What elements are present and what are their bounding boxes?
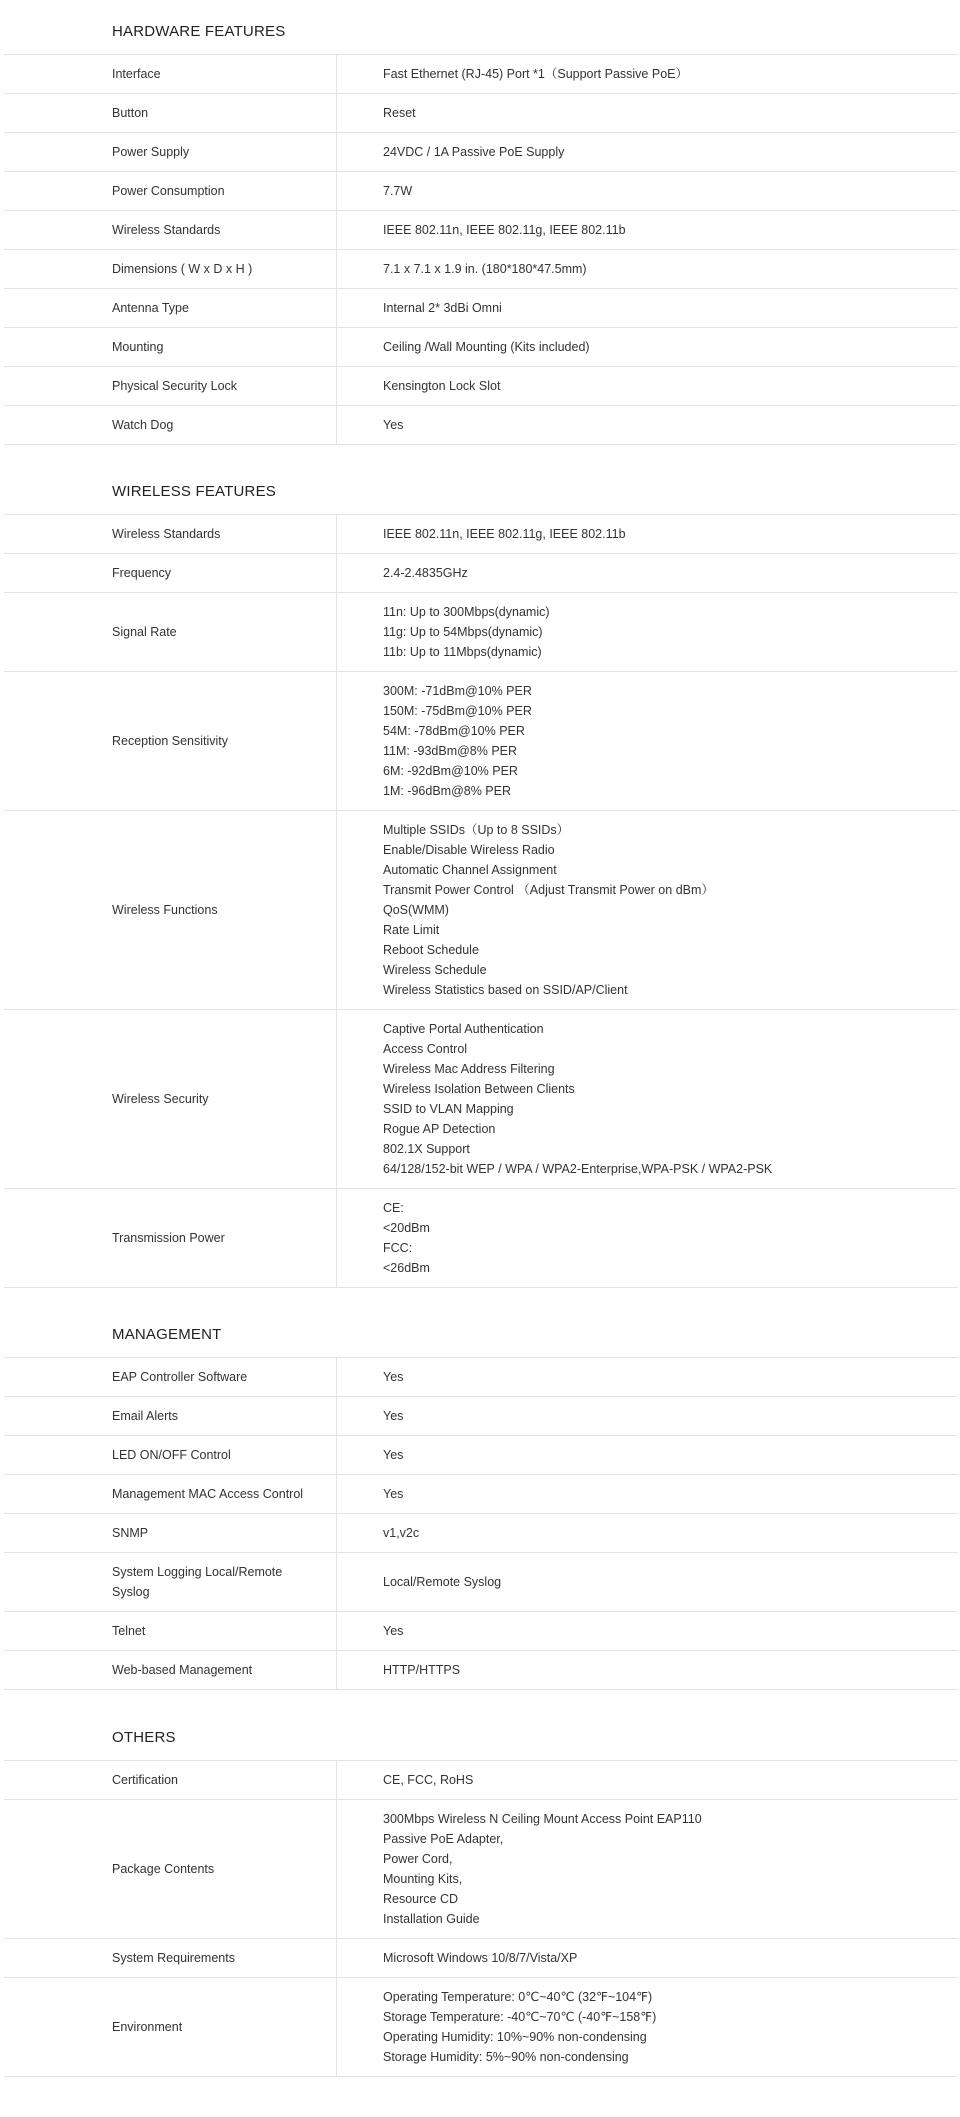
spec-value [337, 1436, 958, 1474]
spec-value-line: Passive PoE Adapter, [383, 1832, 504, 1846]
spec-table [4, 514, 958, 1288]
spec-value [337, 250, 958, 288]
spec-value-line: Transmit Power Control （Adjust Transmit Power on dBm） [383, 883, 714, 897]
spec-row [4, 1761, 958, 1800]
spec-label: Interface [4, 55, 337, 93]
spec-label: Reception Sensitivity [4, 672, 337, 810]
spec-label: System Requirements [4, 1939, 337, 1977]
spec-label: Transmission Power [4, 1189, 337, 1287]
spec-value-line: Rate Limit [383, 923, 440, 937]
spec-value-line: Access Control [383, 1042, 468, 1056]
spec-value [337, 1189, 958, 1287]
spec-value [337, 1553, 958, 1611]
spec-value-line: Wireless Schedule [383, 963, 487, 977]
spec-value [337, 94, 958, 132]
spec-value-line: Captive Portal Authentication [383, 1022, 544, 1036]
spec-value-line: 300Mbps Wireless N Ceiling Mount Access Point EAP110 [383, 1812, 702, 1826]
spec-label: Signal Rate [4, 593, 337, 671]
spec-value-line: 1M: -96dBm@8% PER [383, 784, 512, 798]
spec-label: Package Contents [4, 1800, 337, 1938]
spec-label: Power Supply [4, 133, 337, 171]
spec-label: Antenna Type [4, 289, 337, 327]
spec-label: Wireless Standards [4, 515, 337, 553]
spec-label: Telnet [4, 1612, 337, 1650]
spec-label: EAP Controller Software [4, 1358, 337, 1396]
spec-value-line: Automatic Channel Assignment [383, 863, 557, 877]
spec-row [4, 1436, 958, 1475]
spec-value-line: Kensington Lock Slot [383, 379, 501, 393]
spec-value-line: Mounting Kits, [383, 1872, 463, 1886]
spec-value-line: SSID to VLAN Mapping [383, 1102, 514, 1116]
spec-row [4, 1612, 958, 1651]
spec-label: Dimensions ( W x D x H ) [4, 250, 337, 288]
spec-value [337, 1939, 958, 1977]
spec-value [337, 1612, 958, 1650]
spec-value-line: 2.4-2.4835GHz [383, 566, 468, 580]
spec-value-line: Internal 2* 3dBi Omni [383, 301, 502, 315]
spec-value-line: Power Cord, [383, 1852, 453, 1866]
spec-label: Certification [4, 1761, 337, 1799]
spec-value-line: Yes [383, 1487, 404, 1501]
spec-row [4, 1978, 958, 2077]
spec-value-line: Resource CD [383, 1892, 459, 1906]
spec-label: LED ON/OFF Control [4, 1436, 337, 1474]
spec-value-line: <20dBm [383, 1221, 430, 1235]
spec-value-line: Yes [383, 1448, 404, 1462]
spec-value-line: Multiple SSIDs（Up to 8 SSIDs） [383, 823, 570, 837]
spec-value [337, 1651, 958, 1689]
spec-row [4, 1358, 958, 1397]
spec-value [337, 172, 958, 210]
spec-value-line: Rogue AP Detection [383, 1122, 496, 1136]
spec-value-line: 54M: -78dBm@10% PER [383, 724, 525, 738]
spec-value-line: Yes [383, 418, 404, 432]
spec-value [337, 1978, 958, 2076]
spec-row [4, 811, 958, 1010]
spec-value-line: Operating Humidity: 10%~90% non-condensing [383, 2030, 647, 2044]
spec-value-line: 11b: Up to 11Mbps(dynamic) [383, 645, 542, 659]
spec-label: Wireless Security [4, 1010, 337, 1188]
spec-label: Wireless Functions [4, 811, 337, 1009]
spec-value-line: Yes [383, 1409, 404, 1423]
spec-label: Frequency [4, 554, 337, 592]
spec-value-line: IEEE 802.11n, IEEE 802.11g, IEEE 802.11b [383, 223, 626, 237]
spec-label: System Logging Local/Remote Syslog [4, 1553, 337, 1611]
spec-row [4, 1189, 958, 1288]
spec-label: SNMP [4, 1514, 337, 1552]
spec-label: Power Consumption [4, 172, 337, 210]
spec-row [4, 133, 958, 172]
spec-row [4, 1800, 958, 1939]
spec-row [4, 328, 958, 367]
spec-value [337, 406, 958, 444]
section-title: WIRELESS FEATURES [112, 483, 276, 500]
spec-row [4, 172, 958, 211]
spec-value-line: Local/Remote Syslog [383, 1575, 502, 1589]
spec-value-line: FCC: [383, 1241, 413, 1255]
spec-value-line: Yes [383, 1624, 404, 1638]
spec-label: Email Alerts [4, 1397, 337, 1435]
spec-row [4, 406, 958, 445]
spec-value [337, 515, 958, 553]
spec-value-line: Fast Ethernet (RJ-45) Port *1（Support Passive PoE） [383, 67, 688, 81]
spec-value-line: 150M: -75dBm@10% PER [383, 704, 532, 718]
spec-value-line: <26dBm [383, 1261, 430, 1275]
section-title: HARDWARE FEATURES [112, 23, 286, 40]
spec-value [337, 211, 958, 249]
spec-value-line: Reboot Schedule [383, 943, 479, 957]
spec-value [337, 1514, 958, 1552]
spec-table [4, 1760, 958, 2077]
section-title: MANAGEMENT [112, 1326, 222, 1343]
spec-value-line: 11g: Up to 54Mbps(dynamic) [383, 625, 543, 639]
spec-value-line: Storage Humidity: 5%~90% non-condensing [383, 2050, 629, 2064]
spec-value-line: Ceiling /Wall Mounting (Kits included) [383, 340, 590, 354]
spec-value-line: 6M: -92dBm@10% PER [383, 764, 518, 778]
spec-label: Watch Dog [4, 406, 337, 444]
spec-value [337, 367, 958, 405]
spec-value-line: 24VDC / 1A Passive PoE Supply [383, 145, 565, 159]
spec-value [337, 811, 958, 1009]
spec-row [4, 515, 958, 554]
spec-value-line: Reset [383, 106, 416, 120]
spec-table [4, 54, 958, 445]
spec-row [4, 593, 958, 672]
spec-label: Physical Security Lock [4, 367, 337, 405]
spec-value-line: CE, FCC, RoHS [383, 1773, 474, 1787]
spec-value [337, 1397, 958, 1435]
spec-row [4, 1553, 958, 1612]
spec-value-line: HTTP/HTTPS [383, 1663, 461, 1677]
spec-row [4, 672, 958, 811]
spec-value-line: 11M: -93dBm@8% PER [383, 744, 518, 758]
section-title: OTHERS [112, 1729, 176, 1746]
spec-value [337, 328, 958, 366]
spec-label: Management MAC Access Control [4, 1475, 337, 1513]
spec-label: Mounting [4, 328, 337, 366]
spec-table [4, 1357, 958, 1690]
spec-row [4, 1010, 958, 1189]
spec-value [337, 55, 958, 93]
spec-row [4, 367, 958, 406]
spec-label: Web-based Management [4, 1651, 337, 1689]
spec-row [4, 1514, 958, 1553]
spec-value-line: 11n: Up to 300Mbps(dynamic) [383, 605, 550, 619]
spec-row [4, 55, 958, 94]
spec-value-line: 7.1 x 7.1 x 1.9 in. (180*180*47.5mm) [383, 262, 587, 276]
spec-value [337, 1475, 958, 1513]
spec-value-line: Installation Guide [383, 1912, 480, 1926]
spec-value-line: Yes [383, 1370, 404, 1384]
spec-value [337, 1761, 958, 1799]
spec-row [4, 289, 958, 328]
spec-value-line: CE: [383, 1201, 404, 1215]
spec-value-line: Wireless Mac Address Filtering [383, 1062, 555, 1076]
spec-value-line: 64/128/152-bit WEP / WPA / WPA2-Enterprise,WPA-PSK / WPA2-PSK [383, 1162, 773, 1176]
spec-value-line: Wireless Statistics based on SSID/AP/Client [383, 983, 628, 997]
spec-label: Button [4, 94, 337, 132]
spec-label: Wireless Standards [4, 211, 337, 249]
spec-row [4, 250, 958, 289]
spec-value [337, 593, 958, 671]
spec-value-line: 802.1X Support [383, 1142, 470, 1156]
spec-value [337, 1358, 958, 1396]
spec-value-line: Operating Temperature: 0℃~40℃ (32℉~104℉) [383, 1990, 653, 2004]
spec-row [4, 211, 958, 250]
spec-value [337, 133, 958, 171]
spec-value [337, 1800, 958, 1938]
spec-row [4, 1397, 958, 1436]
spec-value-line: Enable/Disable Wireless Radio [383, 843, 555, 857]
spec-label: Environment [4, 1978, 337, 2076]
spec-value [337, 672, 958, 810]
spec-value-line: Wireless Isolation Between Clients [383, 1082, 575, 1096]
spec-value-line: v1,v2c [383, 1526, 420, 1540]
spec-value [337, 289, 958, 327]
spec-value-line: 300M: -71dBm@10% PER [383, 684, 532, 698]
spec-value [337, 554, 958, 592]
spec-row [4, 94, 958, 133]
spec-value-line: QoS(WMM) [383, 903, 449, 917]
spec-row [4, 1475, 958, 1514]
spec-row [4, 1651, 958, 1690]
spec-value-line: Storage Temperature: -40℃~70℃ (-40℉~158℉) [383, 2010, 657, 2024]
spec-value-line: Microsoft Windows 10/8/7/Vista/XP [383, 1951, 578, 1965]
spec-value-line: 7.7W [383, 184, 413, 198]
spec-value [337, 1010, 958, 1188]
spec-value-line: IEEE 802.11n, IEEE 802.11g, IEEE 802.11b [383, 527, 626, 541]
spec-row [4, 1939, 958, 1978]
spec-row [4, 554, 958, 593]
